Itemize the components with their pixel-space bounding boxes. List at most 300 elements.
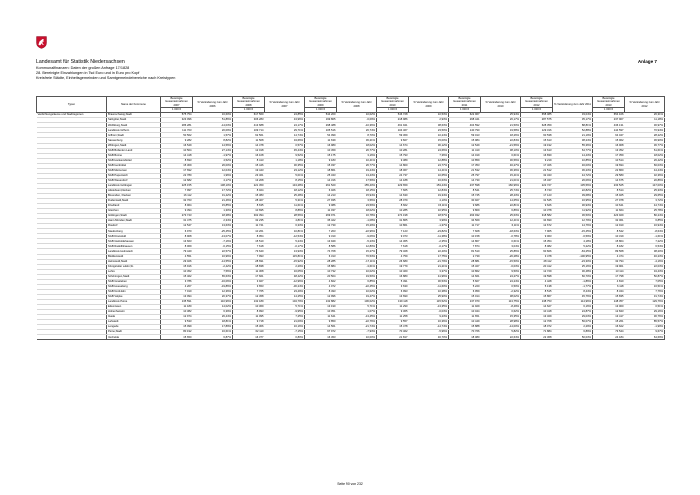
cell-revenue: 16 830 (521, 153, 553, 158)
cell-change-pct: -6,09% (337, 118, 377, 123)
cell-change-pct: 10,81% (265, 229, 305, 234)
cell-revenue: 10 261 (233, 229, 265, 234)
cell-revenue: 12 458 (233, 294, 265, 299)
cell-municipality-name: Königslutter a.Elm,St. (107, 264, 161, 269)
cell-change-pct: 5,24% (265, 239, 305, 244)
cell-change-pct: 6,85% (337, 279, 377, 284)
cell-revenue: 15 804 (593, 239, 625, 244)
cell-revenue: 10 378 (521, 209, 553, 214)
cell-municipality-name: Lehre (107, 269, 161, 274)
cell-revenue: 628 359 (521, 123, 553, 128)
cell-revenue: 11 651 (449, 315, 481, 320)
cell-municipality-name: Vechelde (107, 335, 161, 340)
cell-revenue: 8 344 (593, 289, 625, 294)
cell-revenue: 17 326 (521, 163, 553, 168)
cell-revenue: 9 533 (161, 320, 193, 325)
cell-change-pct: 22,03% (625, 264, 665, 269)
cell-municipality-name: SGB Radolfshausen (107, 244, 161, 249)
cell-revenue: 26 680 (377, 259, 409, 264)
cell-change-pct: 22,40% (409, 249, 449, 254)
cell-revenue: 8 514 (593, 188, 625, 193)
cell-change-pct: 21,19% (553, 133, 593, 138)
cell-change-pct: 7,36% (409, 153, 449, 158)
cell-revenue: 293 932 (449, 214, 481, 219)
cell-revenue: 14 674 (377, 143, 409, 148)
cell-change-pct: 14,41% (409, 168, 449, 173)
cell-change-pct: -22,76% (337, 320, 377, 325)
cell-revenue: 14 630 (377, 193, 409, 198)
cell-revenue: 11 929 (449, 305, 481, 310)
cell-revenue: 10 861 (377, 224, 409, 229)
cell-change-pct: 23,12% (265, 168, 305, 173)
cell-municipality-name: SGB Isenbüttel (107, 163, 161, 168)
cell-change-pct: 6,87% (193, 335, 233, 340)
cell-change-pct: -11,60% (409, 284, 449, 289)
cell-change-pct: 19,34% (409, 193, 449, 198)
cell-revenue: 658 085 (521, 113, 553, 118)
cell-change-pct: -19,86% (193, 284, 233, 289)
cell-municipality-name: Ilsede (107, 315, 161, 320)
cell-revenue: 7 608 (449, 229, 481, 234)
cell-revenue: 8 413 (233, 158, 265, 163)
report-title: 28. Bereinigte Einzahlungen in Tsd Euro und in Euro pro Kopf (36, 71, 140, 76)
cell-change-pct: -1,86% (553, 279, 593, 284)
column-header-sum: Bereinigte Gesamteinnahmen 2010 (377, 97, 409, 108)
cell-change-pct: 46,23% (625, 254, 665, 259)
cell-revenue: 27 935 (305, 199, 337, 204)
cell-revenue: 29 580 (593, 173, 625, 178)
cell-revenue: 237 907 (593, 118, 625, 123)
cell-revenue: 16 980 (305, 143, 337, 148)
cell-revenue: 22 860 (593, 168, 625, 173)
cell-revenue: 28 881 (449, 259, 481, 264)
cell-revenue: 274 198 (377, 214, 409, 219)
cell-revenue: 13 352 (593, 148, 625, 153)
cell-change-pct: 44,44% (625, 168, 665, 173)
cell-revenue: 12 910 (593, 224, 625, 229)
cell-change-pct: -1,37% (409, 224, 449, 229)
attachment-label: Anlage 7 (637, 59, 657, 64)
cell-revenue: 9 557 (377, 320, 409, 325)
cell-change-pct: -1,97% (193, 153, 233, 158)
unit-label: 1 000 € (161, 108, 193, 113)
cell-change-pct: -5,96% (409, 330, 449, 335)
cell-change-pct: 34,43% (625, 269, 665, 274)
cell-change-pct: 46,70% (409, 335, 449, 340)
cell-change-pct: 17,59% (337, 178, 377, 183)
cell-revenue: 15 037 (305, 163, 337, 168)
cell-change-pct: 16,36% (409, 320, 449, 325)
cell-revenue: 4 551 (161, 254, 193, 259)
cell-revenue: 13 690 (377, 294, 409, 299)
cell-change-pct: 10,41% (337, 158, 377, 163)
cell-change-pct: 17,89% (193, 325, 233, 330)
cell-revenue: 50 562 (161, 133, 193, 138)
cell-revenue: 79 440 (161, 249, 193, 254)
cell-revenue: 13 949 (305, 239, 337, 244)
cell-change-pct: 15,35% (481, 315, 521, 320)
cell-change-pct: 3,56% (337, 199, 377, 204)
cell-revenue: 6 118 (593, 284, 625, 289)
cell-change-pct: 30,35% (265, 163, 305, 168)
cell-change-pct: 2,34% (193, 219, 233, 224)
cell-municipality-name: Wolfsburg,Stadt (107, 123, 161, 128)
cell-revenue: 4 822 (305, 279, 337, 284)
cell-revenue: 12 843 (593, 310, 625, 315)
cell-change-pct: 12,84% (409, 188, 449, 193)
cell-change-pct: -0,17% (409, 244, 449, 249)
cell-change-pct: 26,77% (337, 148, 377, 153)
cell-change-pct: 36,77% (625, 143, 665, 148)
cell-municipality-name: Gleichen (107, 209, 161, 214)
cell-municipality-name: Helmstedt,Stadt (107, 259, 161, 264)
column-header-sum: Bereinigte Gesamteinnahmen 2009 (305, 97, 337, 108)
cell-revenue: 9 073 (377, 234, 409, 239)
cell-revenue: 7 997 (161, 188, 193, 193)
cell-revenue: 5 607 (449, 279, 481, 284)
cell-change-pct: -9,06% (337, 234, 377, 239)
cell-revenue: 9 219 (521, 158, 553, 163)
cell-revenue: 13 190 (305, 305, 337, 310)
cell-change-pct: 29,65% (625, 193, 665, 198)
cell-revenue: 199 805 (305, 118, 337, 123)
cell-change-pct: 10,38% (409, 289, 449, 294)
cell-revenue: 225 155 (161, 183, 193, 188)
cell-change-pct: 113,75% (481, 299, 521, 304)
cell-revenue: 60 826 (521, 249, 553, 254)
cell-revenue: 12 729 (521, 269, 553, 274)
cell-revenue: 8 082 (521, 244, 553, 249)
cell-revenue: 11 717 (449, 224, 481, 229)
cell-change-pct: -21,74% (337, 325, 377, 330)
cell-revenue: 4 474 (593, 254, 625, 259)
cell-revenue: 19 694 (593, 163, 625, 168)
cell-municipality-name: SGB Dransfeld (107, 234, 161, 239)
cell-change-pct: 36,21% (337, 138, 377, 143)
cell-change-pct: 25,63% (481, 214, 521, 219)
cell-change-pct: 104,79% (265, 299, 305, 304)
cell-change-pct: -16,06% (193, 279, 233, 284)
cell-change-pct: 24,66% (409, 148, 449, 153)
cell-change-pct: 12,79% (553, 219, 593, 224)
cell-change-pct: -23,30% (553, 259, 593, 264)
cell-change-pct: 38,20% (625, 249, 665, 254)
cell-revenue: 10 281 (377, 148, 409, 153)
organization-name: Landesamt für Statistik Niedersachsen (36, 59, 125, 65)
cell-change-pct: 155,40% (337, 183, 377, 188)
cell-change-pct: -14,55% (193, 259, 233, 264)
cell-change-pct: -6,15% (193, 244, 233, 249)
cell-municipality-name: Landkreis Gifhorn (107, 128, 161, 133)
cell-revenue: 7 203 (305, 229, 337, 234)
cell-change-pct: 23,49% (265, 289, 305, 294)
cell-revenue: 15 916 (161, 264, 193, 269)
cell-change-pct: 7,76% (625, 289, 665, 294)
cell-revenue: 27 978 (593, 199, 625, 204)
cell-change-pct: 14,76% (553, 224, 593, 229)
cell-change-pct: 29,03% (553, 315, 593, 320)
cell-revenue: 73 544 (593, 330, 625, 335)
cell-municipality-name: Braunschweig,Stadt (107, 113, 161, 118)
cell-revenue: 14 316 (305, 178, 337, 183)
cell-change-pct: 15,29% (337, 224, 377, 229)
cell-change-pct: -2,42% (193, 264, 233, 269)
cell-change-pct: 16,51% (625, 284, 665, 289)
cell-change-pct: 10,85% (553, 158, 593, 163)
cell-change-pct: 27,14% (193, 148, 233, 153)
cell-change-pct: -18,63% (481, 229, 521, 234)
cell-change-pct: 1,18% (265, 158, 305, 163)
cell-revenue: 24 737 (377, 173, 409, 178)
cell-change-pct: 64,69% (625, 335, 665, 340)
cell-change-pct: -1,08% (337, 219, 377, 224)
cell-change-pct: -21,79% (409, 259, 449, 264)
cell-revenue: 7 010 (161, 289, 193, 294)
cell-revenue: 423 929 (593, 214, 625, 219)
cell-revenue: 7 765 (233, 289, 265, 294)
cell-revenue: 5 220 (449, 284, 481, 289)
cell-change-pct: 16,61% (193, 330, 233, 335)
cell-change-pct: -12,54% (265, 234, 305, 239)
cell-revenue: 70 462 (377, 330, 409, 335)
cell-revenue: 10 859 (449, 158, 481, 163)
cell-revenue: 32 061 (593, 219, 625, 224)
cell-change-pct: 0,80% (265, 335, 305, 340)
cell-revenue: 622 967 (449, 113, 481, 118)
cell-change-pct: 8,15% (265, 178, 305, 183)
cell-change-pct: 21,09% (265, 320, 305, 325)
cell-revenue: 7 905 (521, 229, 553, 234)
cell-change-pct: 28,56% (265, 214, 305, 219)
cell-revenue: 268 441 (449, 118, 481, 123)
cell-change-pct: 21,50% (481, 123, 521, 128)
cell-change-pct: 6,86% (481, 209, 521, 214)
municipal-revenue-table (36, 96, 665, 340)
cell-municipality-name: SGB Hankensbüttel (107, 158, 161, 163)
cell-change-pct: 13,63% (193, 224, 233, 229)
cell-revenue: 140 790 (449, 128, 481, 133)
cell-change-pct: 110,96% (193, 299, 233, 304)
cell-change-pct: 14,43% (553, 153, 593, 158)
cell-revenue: 132 882 (305, 299, 337, 304)
cell-revenue: 11 180 (161, 305, 193, 310)
cell-change-pct: -4,16% (625, 259, 665, 264)
cell-change-pct: 4,52% (193, 158, 233, 163)
cell-revenue: 15 510 (233, 239, 265, 244)
cell-revenue: 15 175 (305, 153, 337, 158)
cell-revenue: 11 095 (233, 315, 265, 320)
cell-change-pct: 14,65% (481, 199, 521, 204)
cell-revenue: 105 516 (305, 128, 337, 133)
cell-change-pct: 19,50% (337, 274, 377, 279)
cell-change-pct: 22,57% (193, 249, 233, 254)
cell-revenue: 10 695 (233, 209, 265, 214)
column-header-pct: % Veränderung zum Jahr 2010 (481, 97, 521, 113)
cell-municipality-name: Gifhorn,Stadt (107, 133, 161, 138)
cell-change-pct: 8,70% (337, 133, 377, 138)
cell-change-pct: -0,78% (481, 234, 521, 239)
cell-change-pct: 20,37% (193, 294, 233, 299)
cell-revenue: 13 208 (233, 178, 265, 183)
cell-change-pct: 30,93% (553, 204, 593, 209)
cell-change-pct: 4,18% (553, 239, 593, 244)
cell-change-pct: 30,53% (409, 279, 449, 284)
cell-revenue: 70 766 (449, 330, 481, 335)
cell-change-pct: 44,72% (553, 173, 593, 178)
cell-change-pct: 138,10% (193, 183, 233, 188)
cell-revenue: 104 467 (377, 128, 409, 133)
unit-label: 1 000 € (449, 108, 481, 113)
cell-revenue: 62 110 (233, 330, 265, 335)
cell-revenue: 15 462 (161, 274, 193, 279)
cell-revenue: 13 329 (521, 315, 553, 320)
cell-revenue: 8 993 (233, 310, 265, 315)
cell-change-pct: 18,57% (409, 214, 449, 219)
cell-change-pct: 26,17% (481, 118, 521, 123)
cell-change-pct: 2,29% (265, 264, 305, 269)
cell-revenue: 11 308 (233, 269, 265, 274)
cell-revenue: 8 635 (233, 204, 265, 209)
cell-revenue: 6 993 (377, 289, 409, 294)
cell-change-pct: 147,00% (625, 183, 665, 188)
cell-municipality-name: Schöningen,Stadt (107, 274, 161, 279)
cell-change-pct: 25,16% (553, 264, 593, 269)
cell-change-pct: -15,92% (265, 259, 305, 264)
column-header-sum: Bereinigte Gesamteinnahmen 2008 (233, 97, 265, 108)
cell-revenue: 12 682 (161, 178, 193, 183)
cell-municipality-name: SGB Wesendorf (107, 178, 161, 183)
cell-revenue: 19 598 (521, 274, 553, 279)
cell-revenue: 14 661 (449, 274, 481, 279)
cell-change-pct: 8,44% (553, 289, 593, 294)
cell-revenue: 22 780 (161, 173, 193, 178)
cell-revenue: 4 428 (521, 279, 553, 284)
table-row (37, 335, 665, 340)
cell-revenue: 135 591 (161, 299, 193, 304)
cell-revenue: 28 285 (305, 259, 337, 264)
cell-change-pct: 0,61% (481, 239, 521, 244)
cell-revenue: 9 850 (305, 320, 337, 325)
cell-change-pct: -7,15% (265, 330, 305, 335)
cell-revenue: 138 753 (521, 299, 553, 304)
cell-change-pct: 12,80% (337, 244, 377, 249)
cell-municipality-name: Landkreis Göttingen (107, 183, 161, 188)
cell-municipality-name: Lahstedt (107, 320, 161, 325)
cell-change-pct: 1,57% (193, 133, 233, 138)
cell-change-pct: 32,36% (625, 173, 665, 178)
cell-change-pct: 45,76% (553, 294, 593, 299)
cell-revenue: 218 986 (377, 118, 409, 123)
cell-change-pct: 41,96% (409, 274, 449, 279)
cell-revenue: 80 192 (161, 330, 193, 335)
cell-revenue: 17 798 (593, 274, 625, 279)
cell-revenue: 404 592 (449, 123, 481, 128)
cell-change-pct: 15,85% (193, 204, 233, 209)
cell-change-pct: 35,17% (553, 118, 593, 123)
cell-revenue: 544 200 (305, 113, 337, 118)
cell-change-pct: 0,57% (265, 143, 305, 148)
cell-change-pct: -13,35% (409, 305, 449, 310)
cell-municipality-name: Landkreis Peine (107, 299, 161, 304)
cell-revenue: 4 810 (593, 279, 625, 284)
unit-label: 1 000 € (521, 108, 553, 113)
cell-change-pct: 45,44% (265, 148, 305, 153)
cell-revenue: 15 925 (593, 193, 625, 198)
cell-revenue: 8 954 (233, 234, 265, 239)
cell-revenue: 7 993 (233, 254, 265, 259)
cell-revenue: 15 446 (233, 163, 265, 168)
cell-change-pct: -8,64% (625, 229, 665, 234)
cell-revenue: 21 512 (521, 168, 553, 173)
cell-change-pct: 129,76% (625, 299, 665, 304)
cell-change-pct: -14,03% (193, 123, 233, 128)
cell-revenue: 6 026 (305, 188, 337, 193)
cell-revenue: 32 343 (521, 173, 553, 178)
cell-revenue: 8 541 (449, 188, 481, 193)
cell-change-pct: 6,85% (625, 219, 665, 224)
cell-change-pct: 3,16% (337, 153, 377, 158)
cell-change-pct: -14,74% (409, 325, 449, 330)
cell-revenue: 34 690 (521, 219, 553, 224)
cell-revenue: 9 063 (521, 234, 553, 239)
cell-change-pct: 5,71% (265, 305, 305, 310)
cell-change-pct: 16,78% (337, 214, 377, 219)
cell-change-pct: 36,50% (553, 214, 593, 219)
cell-revenue: 15 327 (449, 264, 481, 269)
cell-change-pct: 70,53% (337, 254, 377, 259)
cell-revenue: 10 319 (593, 234, 625, 239)
cell-change-pct: 18,26% (481, 133, 521, 138)
cell-revenue: 6 959 (449, 289, 481, 294)
cell-municipality-name: SGB Gieboldehausen (107, 239, 161, 244)
cell-change-pct: 38,63% (409, 123, 449, 128)
cell-revenue: 8 964 (161, 204, 193, 209)
cell-change-pct: 39,68% (553, 193, 593, 198)
cell-revenue: 11 037 (305, 209, 337, 214)
cell-change-pct: 10,53% (409, 113, 449, 118)
cell-revenue: 5 491 (377, 279, 409, 284)
unit-label: 1 000 € (593, 108, 625, 113)
cell-change-pct: -15,50% (481, 259, 521, 264)
cell-revenue: 15 867 (521, 294, 553, 299)
cell-change-pct: -100,95% (553, 254, 593, 259)
cell-change-pct: 80,24% (625, 214, 665, 219)
cell-revenue: 10 158 (449, 234, 481, 239)
cell-change-pct: 115,81% (265, 254, 305, 259)
cell-change-pct: 5,01% (265, 173, 305, 178)
cell-municipality-name: Sassenburg (107, 138, 161, 143)
cell-revenue: 29 026 (161, 259, 193, 264)
cell-change-pct: 30,97% (625, 123, 665, 128)
cell-change-pct: 6,16% (553, 305, 593, 310)
cell-revenue: 221 450 (233, 183, 265, 188)
cell-revenue: 28 079 (377, 199, 409, 204)
cell-change-pct: 46,00% (553, 163, 593, 168)
cell-change-pct: -6,03% (409, 310, 449, 315)
column-header-pct: % Veränderung zum Jahr 2007 (265, 97, 305, 113)
cell-revenue: 269 971 (305, 214, 337, 219)
cell-change-pct: 64,77% (553, 148, 593, 153)
cell-municipality-name: Peine,Stadt (107, 330, 161, 335)
cell-change-pct: -1,77% (553, 284, 593, 289)
cell-revenue: 286 281 (161, 123, 193, 128)
cell-change-pct: 19,44% (337, 168, 377, 173)
cell-change-pct: 160,96% (481, 183, 521, 188)
cell-change-pct: 16,60% (193, 113, 233, 118)
cell-revenue: 273 743 (161, 214, 193, 219)
cell-change-pct: 19,58% (481, 128, 521, 133)
table-body (37, 113, 665, 340)
